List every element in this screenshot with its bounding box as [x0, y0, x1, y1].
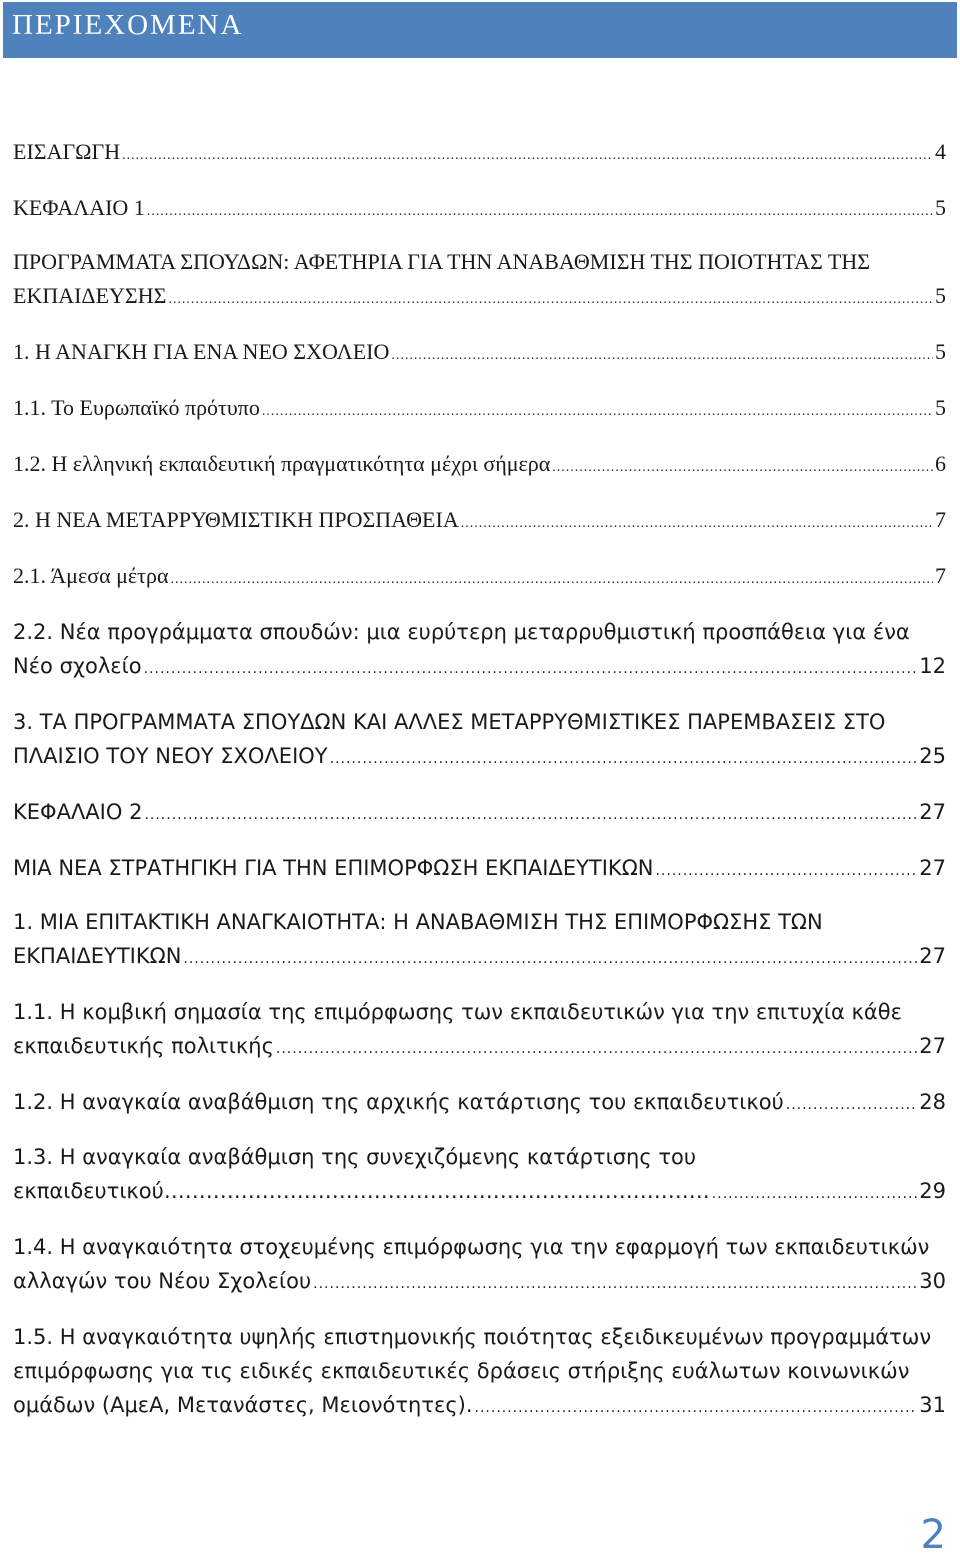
toc-page-number: 27: [919, 944, 946, 968]
toc-page-number: 4: [935, 139, 946, 164]
toc-page-number: 7: [935, 563, 946, 588]
toc-entry-text: ΕΚΠΑΙΔΕΥΤΙΚΩΝ: [13, 944, 182, 968]
toc-entry-text: εκπαιδευτικής πολιτικής: [13, 1034, 274, 1058]
toc-entry-text: 1.1. Η κομβική σημασία της επιμόρφωσης των εκπαιδευτικών για την επιτυχία κάθε: [13, 1000, 902, 1024]
toc-entry-text: εκπαιδευτικού……………………………………………………………………: [13, 1179, 710, 1203]
toc-entry[interactable]: [13, 391, 946, 425]
toc-page-number: 30: [919, 1269, 946, 1293]
toc-page-number: 12: [919, 654, 946, 678]
dot-leader: [330, 742, 918, 776]
toc-entry[interactable]: [13, 1230, 946, 1298]
toc-page-number: 29: [919, 1179, 946, 1203]
toc-entry[interactable]: [13, 795, 946, 829]
toc-entry-text: 1.3. Η αναγκαία αναβάθμιση της συνεχιζόμενης κατάρτισης του: [13, 1145, 696, 1169]
toc-entry-text: ΜΙΑ ΝΕΑ ΣΤΡΑΤΗΓΙΚΗ ΓΙΑ ΤΗΝ ΕΠΙΜΟΡΦΩΣΗ ΕΚΠΑΙΔΕΥΤΙΚΩΝ: [13, 856, 654, 880]
dot-leader: [170, 563, 933, 597]
toc-entry-text: επιμόρφωσης για τις ειδικές εκπαιδευτικές δράσεις στήριξης ευάλωτων κοινωνικών: [13, 1359, 910, 1383]
toc-entry-text: ΕΚΠΑΙΔΕΥΣΗΣ: [13, 283, 167, 308]
toc-page-number: 6: [935, 451, 946, 476]
toc-entry-text: 1.2. Η αναγκαία αναβάθμιση της αρχικής κατάρτισης του εκπαιδευτικού: [13, 1090, 784, 1114]
toc-entry-text: 2.1. Άμεσα μέτρα: [13, 563, 169, 588]
toc-entry[interactable]: [13, 447, 946, 481]
toc-page-number: 5: [935, 195, 946, 220]
toc-entry[interactable]: [13, 245, 946, 313]
page-title: ΠΕΡΙΕΧΟΜΕΝΑ: [12, 9, 244, 41]
toc-page-number: 27: [919, 800, 946, 824]
toc-entry[interactable]: [13, 559, 946, 593]
toc-page-number: 27: [919, 1034, 946, 1058]
toc-entry-text: αλλαγών του Νέου Σχολείου: [13, 1269, 312, 1293]
dot-leader: [144, 652, 918, 686]
toc-entry[interactable]: [13, 705, 946, 773]
toc-page-number: 31: [919, 1393, 946, 1417]
toc-page-number: 25: [919, 744, 946, 768]
toc-entry[interactable]: [13, 135, 946, 169]
toc-entry-text: ΚΕΦΑΛΑΙΟ 1: [13, 195, 145, 220]
toc-entry[interactable]: [13, 995, 946, 1063]
toc-entry[interactable]: [13, 503, 946, 537]
toc-entry[interactable]: [13, 905, 946, 973]
toc-entry-text: ΚΕΦΑΛΑΙΟ 2: [13, 800, 143, 824]
dot-leader: [168, 283, 933, 317]
toc-entry-text: 2.2. Νέα προγράμματα σπουδών: μια ευρύτερη μεταρρυθμιστική προσπάθεια για ένα: [13, 620, 910, 644]
dot-leader: [391, 339, 933, 373]
dot-leader: [262, 395, 933, 429]
toc-entry-text: ΠΛΑΙΣΙΟ ΤΟΥ ΝΕΟΥ ΣΧΟΛΕΙΟΥ: [13, 744, 328, 768]
page-number: 2: [920, 1512, 946, 1558]
dot-leader: [144, 798, 917, 832]
toc-entry-text: Νέο σχολείο: [13, 654, 142, 678]
toc-entry[interactable]: [13, 615, 946, 683]
toc-entry-text: ΠΡΟΓΡΑΜΜΑΤΑ ΣΠΟΥΔΩΝ: ΑΦΕΤΗΡΙΑ ΓΙΑ ΤΗΝ ΑΝΑΒΑΘΜΙΣΗ ΤΗΣ ΠΟΙΟΤΗΤΑΣ ΤΗΣ: [13, 249, 871, 274]
toc-entry-text: ομάδων (ΑμεΑ, Μετανάστες, Μειονότητες).: [13, 1393, 473, 1417]
dot-leader: [147, 195, 933, 229]
toc-entry[interactable]: [13, 1085, 946, 1119]
toc-page-number: 5: [935, 339, 946, 364]
toc-entry-text: 1.1. Το Ευρωπαϊκό πρότυπο: [13, 395, 260, 420]
toc-page-number: 28: [919, 1090, 946, 1114]
dot-leader: [552, 451, 933, 485]
toc-page-number: 7: [935, 507, 946, 532]
toc-entry-text: 3. ΤΑ ΠΡΟΓΡΑΜΜΑΤΑ ΣΠΟΥΔΩΝ ΚΑΙ ΑΛΛΕΣ ΜΕΤΑΡΡΥΘΜΙΣΤΙΚΕΣ ΠΑΡΕΜΒΑΣΕΙΣ ΣΤΟ: [13, 710, 886, 734]
dot-leader: [655, 854, 917, 888]
toc-entry-text: 1.2. Η ελληνική εκπαιδευτική πραγματικότητα μέχρι σήμερα: [13, 451, 551, 476]
dot-leader: [122, 139, 933, 173]
toc-entry[interactable]: [13, 1140, 946, 1208]
dot-leader: [786, 1088, 918, 1122]
dot-leader: [475, 1391, 918, 1425]
toc-page-number: 5: [935, 283, 946, 308]
title-banner: [3, 2, 957, 58]
toc-entry-text: 1. ΜΙΑ ΕΠΙΤΑΚΤΙΚΗ ΑΝΑΓΚΑΙΟΤΗΤΑ: Η ΑΝΑΒΑΘΜΙΣΗ ΤΗΣ ΕΠΙΜΟΡΦΩΣΗΣ ΤΩΝ: [13, 910, 823, 934]
toc-entry[interactable]: [13, 1320, 946, 1422]
toc-entry-text: 2. Η ΝΕΑ ΜΕΤΑΡΡΥΘΜΙΣΤΙΚΗ ΠΡΟΣΠΑΘΕΙΑ: [13, 507, 459, 532]
dot-leader: [183, 942, 917, 976]
toc-entry-text: 1. Η ΑΝΑΓΚΗ ΓΙΑ ΕΝΑ ΝΕΟ ΣΧΟΛΕΙΟ: [13, 339, 390, 364]
toc-page-number: 27: [919, 856, 946, 880]
toc-entry-text: 1.5. Η αναγκαιότητα υψηλής επιστημονικής ποιότητας εξειδικευμένων προγραμμάτων: [13, 1325, 932, 1349]
dot-leader: [461, 507, 933, 541]
dot-leader: [313, 1267, 917, 1301]
toc-entry-text: ΕΙΣΑΓΩΓΗ: [13, 139, 121, 164]
dot-leader: [276, 1032, 917, 1066]
toc-entry[interactable]: [13, 335, 946, 369]
toc-entry[interactable]: [13, 191, 946, 225]
toc-page-number: 5: [935, 395, 946, 420]
toc-entry-text: 1.4. Η αναγκαιότητα στοχευμένης επιμόρφωσης για την εφαρμογή των εκπαιδευτικών: [13, 1235, 930, 1259]
toc-entry[interactable]: [13, 851, 946, 885]
dot-leader: [712, 1177, 917, 1211]
